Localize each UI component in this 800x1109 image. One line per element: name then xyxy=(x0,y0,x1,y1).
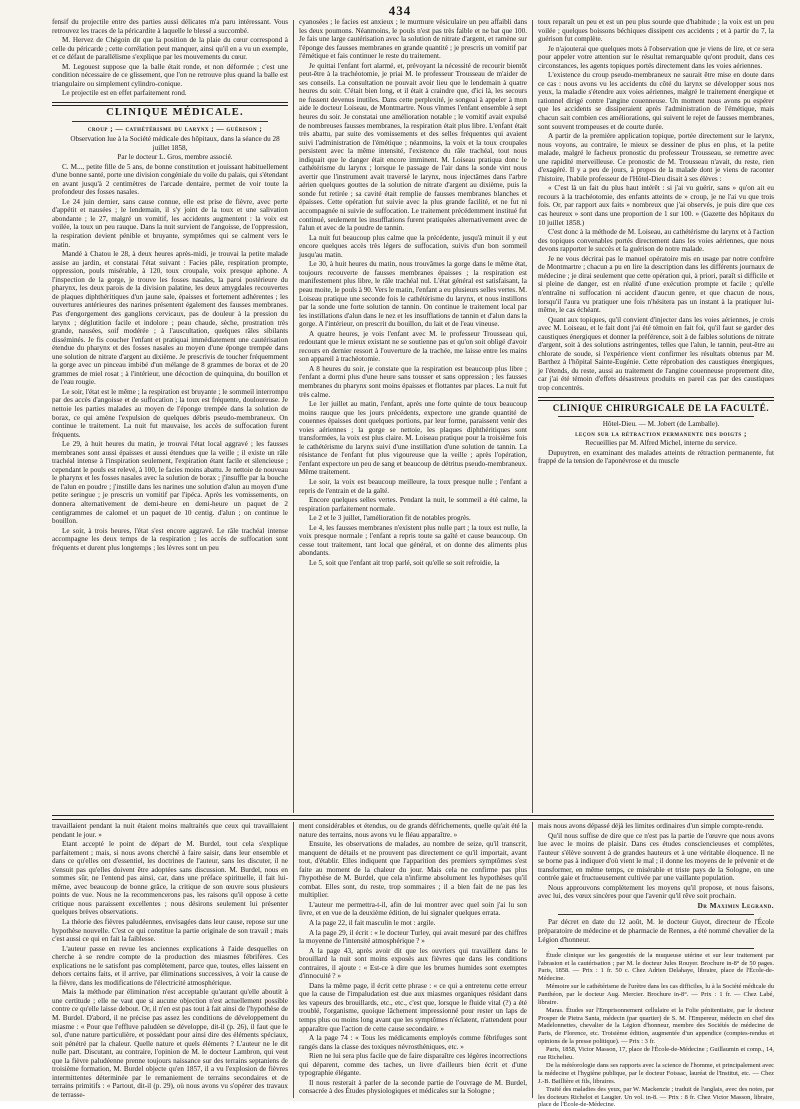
paragraph: ment considérables et étendus, ou de grands défrichements, quelle qu'ait été la nature des terrains, nous avons vu le fléau apparaître. » xyxy=(299,822,527,839)
paragraph: L'auteur me permettra-t-il, afin de lui montrer avec quel soin j'ai lu son livre, et en vue de la deuxième édition, de lui signaler quelques errata. xyxy=(299,900,527,918)
paragraph: M. Hervez de Chégoin dit que la position de la plaie du cœur correspond à celle du péricarde ; cette corrélation peut manquer, ainsi qu'il en a vu un exemple, et ce défaut de parallélisme s'explique par les mouvements du cœur. xyxy=(52,36,288,62)
book-notice: Maras. Études sur l'Emprisonnement cellulaire et la Folie pénitentiaire, par le docteur Prosper de Pietra Santa, médecin (par quartier) de S. M. l'Empereur, médecin en chef des Madelonnettes, chevalier de la Légion d'honneur, membre des Sociétés de médecine de Paris, de Florence, etc. Troisième édition, augmentée d'un appendice (comptes-rendus et opinions de la presse politique). — Prix : 3 fr. xyxy=(538,1007,774,1045)
column-2 xyxy=(299,18,527,816)
lecture-title: leçon sur la rétraction permanente des doigts ; xyxy=(575,429,747,438)
paragraph: La nuit fut beaucoup plus calme que la précédente, jusqu'à minuit il y eut encore quelques accès très légers de suffocation, suivis d'un bon sommeil jusqu'au matin. xyxy=(299,233,527,259)
book-notice: De la météorologie dans ses rapports avec la science de l'homme, et principalement avec la médecine et l'hygiène publique, par le docteur Foissac, lauréat de l'Institut, etc. — Chez J.-B. Baillière et fils, libraires. xyxy=(538,1062,774,1085)
paragraph: Le 30, à huit heures du matin, nous trouvâmes la gorge dans le même état, toujours recouverte de fausses membranes épaisses ; la respiration est manifestement plus libre, le râle trachéal nul. L'état général est satisfaisant, la peau moite, le pouls à 90. Vers le matin, l'enfant a eu plusieurs selles vertes. M. Loiseau pratique une seconde fois le cathétérisme du larynx, et nous instillons par la sonde une forte solution de tannin. On continue le traitement local par les instillations d'alun dans le nez et les insufflations de tannin et d'alun dans la gorge. A l'intérieur, on prescrit du bouillon, du lait et de l'eau vineuse. xyxy=(299,260,527,329)
article-note: Observation lue à la Société médicale des hôpitaux, dans la séance du 28 juillet 1858, xyxy=(70,135,280,152)
author-signature: Dr Maximin Legrand. xyxy=(697,901,774,910)
column-1 xyxy=(52,18,288,816)
book-notice: Paris, 1858, Victor Masson, 17, place de l'École-de-Médecine ; Guillaumin et comp., 14, rue Richelieu. xyxy=(538,1046,774,1061)
paragraph: Mais la méthode par élimination n'est acceptable qu'autant qu'elle aboutit à une certitude ; elle ne vaut que si aucune objection n'est actuellement possible contre ce qu'elle laisse debout. Or, il n'en est pas tout à fait ainsi de l'hypothèse de M. Burdel. D'abord, il ne précise pas assez les conditions de développement du miasme : « Pour que l'effluve paludéen se développe, dit-il (p. 26), il faut que le sol, d'une nature particulière, et possédant pour ainsi dire des éléments spéciaux, soit pénétré par la chaleur. Quelle nature et quels éléments ? L'auteur ne le dit nulle part. Discutant, au contraire, l'opinion de M. le docteur Lambron, qui veut que la fièvre paludéenne prenne toujours naissance sur des terrains septaniens de troisième formation, M. Burdel objecte qu'en 1857, il a vu l'explosion de fièvres intermittentes déterminée par le remaniement de terrains secondaires et de terrains primitifs : « Partout, dit-il (p. 29), où nous avons vu s'opérer des travaux de terrasse- xyxy=(52,988,288,1099)
lecture-byline: Recueillies par M. Alfred Michel, interne du service. xyxy=(585,439,737,448)
paragraph: A 8 heures du soir, je constate que la respiration est beaucoup plus libre ; l'enfant a dormi plus d'une heure sans tousser et sans oppression ; les fausses membranes du pharynx sont moins épaisses et flottantes par places. La nuit fut très calme. xyxy=(299,364,527,399)
paragraph: Le 5, soit que l'enfant ait trop parlé, soit qu'elle se soit refroidie, la xyxy=(309,558,500,567)
paragraph: fensif du projectile entre des parties aussi délicates m'a paru intéressant. Vous retrouvez les traces de la péricardite à laquelle le blessé a succombé. xyxy=(52,18,288,35)
quotation: « C'est là un fait du plus haut intérêt : si j'ai vu guérir, sans » qu'on ait eu recours à la trachéotomie, des enfants atteints de » croup, je ne l'ai vu que trois fois. Or, par rapport aux faits » nombreux que j'ai observés, je puis dire que ces cas heureux » sont dans une proportion de 1 sur 100. » (Gazette des hôpitaux du 10 juillet 1858.) xyxy=(538,184,774,227)
paragraph: Le soir, l'état est le même ; la respiration est bruyante ; le sommeil interrompu par des accès d'angoisse et de suffocation ; la toux est fréquente, douloureuse. Je nettoie les parties malades au moyen de l'éponge trempée dans la solution de borax, ce qui amène l'expulsion de quelques débris pseudo-membraneux. On continue le traitement. La nuit fut mauvaise, les accès de suffocation furent fréquents. xyxy=(52,387,288,439)
paragraph: Mandé à Chatou le 28, à deux heures après-midi, je trouvai la petite malade assise au jardin, et constatai l'état suivant : Facies pâle, respiration prompte, oppression, pouls misérable, à 120, toux croupale, voix presque aphone. A l'inspection de la gorge, je trouve les fosses nasales, la paroi postérieure du pharynx, les deux parois de la division palatine, les deux amygdales recouvertes de plaques diphthéritiques d'un jaune sale, épaisses et fortement adhérentes ; les ouvertures antérieures des narines présentent également des fausses membranes. Pas d'engorgement des ganglions cervicaux, pas de douleur à la pression du larynx ; déglutition facile et indolore ; peau chaude, sèche, prostration très grande, nausées, soif modérée ; à l'auscultation, quelques râles sibilants disséminés. Je fis coucher l'enfant et pratiquai immédiatement une cautérisation étendue du pharynx et des fosses nasales au moyen d'une éponge trempée dans une solution de nitrate d'argent au dixième. Je prescrivis de toucher fréquemment la gorge avec un pinceau imbibé d'un mélange de 8 grammes de borax et de 20 grammes de miel rosat ; à l'intérieur, une décoction de quinquina, du bouillon et de l'eau rougie. xyxy=(52,250,288,387)
paragraph: L'existence du croup pseudo-membraneux ne saurait être mise en doute dans ce cas : nous avons vu les accidents du côté du larynx se développer sous nos yeux, la maladie s'étendre aux voies aériennes, malgré le traitement énergique et rationnel dirigé contre l'angine couenneuse. Un moment nous avons pu espérer que les accidents se dissiperaient après l'administration de l'émétique, mais chacun sait combien ces améliorations, qui suivent le rejet de fausses membranes, sont souvent trompeuses et de courte durée. xyxy=(538,71,774,131)
article-subject: croup ; — cathétérisme du larynx ; — guérison ; xyxy=(87,125,263,134)
paragraph: A quatre heures, je vois l'enfant avec M. le professeur Trousseau qui, redoutant que le mieux existant ne se soutienne pas et qu'on soit obligé d'avoir recours en dernier ressort à l'ouverture de la trachée, me laisse entre les mains son appareil à trachéotomie. xyxy=(299,329,527,364)
section-title-clinique-chirurgicale: CLINIQUE CHIRURGICALE DE LA FACULTÉ. xyxy=(552,402,770,413)
paragraph: L'auteur passe en revue les anciennes explications à l'aide desquelles on cherche à se rendre compte de la production des miasmes fébrifères. Ces explications ne le satisfont pas complètement, parce que, toutes, elles laissent en dehors certains faits, et il arrive, par éliminations successives, à voir la cause de la fièvre, dans les modifications de l'électricité atmosphérique. xyxy=(52,944,288,987)
paragraph: Le 4, les fausses membranes n'existent plus nulle part ; la toux est nulle, la voix presque normale ; l'enfant a repris toute sa gaîté et cause beaucoup. On cesse tout traitement, tant local que général, et on donne des aliments plus abondants. xyxy=(299,523,527,558)
paragraph: mais nous avons dépassé déjà les limites ordinaires d'un simple compte-rendu. xyxy=(538,822,764,830)
article-byline: Par le docteur L. Gros, membre associé. xyxy=(117,153,233,162)
page-number: 434 xyxy=(388,3,412,18)
paragraph: Par décret en date du 12 août, M. le docteur Guyot, directeur de l'École préparatoire de médecine et de pharmacie de Rennes, a été nommé chevalier de la Légion d'honneur. xyxy=(538,918,774,944)
book-notice: Traité des maladies des yeux, par W. Mackenzie ; traduit de l'anglais, avec des notes, par les docteurs Richelot et Laugier. Un vol. in-8. — Prix : 8 fr. Chez Victor Masson, libraire, place de l'École-de-Médecine. xyxy=(538,1086,774,1109)
book-notice: Mémoire sur le cathétérisme de l'urètre dans les cas difficiles, lu à la Société médicale du Panthéon, par le docteur Aug. Mercier. Brochure in-8°. — Prix : 1 fr. — Chez Labé, libraire. xyxy=(538,983,774,1006)
paragraph: Rien ne lui sera plus facile que de faire disparaître ces légères incorrections qui déparent, comme des taches, un livre d'ailleurs bien écrit et d'une typographie élégante. xyxy=(299,1052,527,1078)
paragraph: Ensuite, les observations de malades, au nombre de seize, qu'il transcrit, manquent de détails et ne prouvent pas directement ce qu'il importait, avant tout, d'établir. Elles indiquent que l'apparition des premiers symptômes s'est faite au moment de la chaleur du jour. Mais cela ne confirme pas plus l'hypothèse de M. Burdel, que cela n'infirme absolument les hypothèses qu'il combat. Elles sont, du reste, trop sommaires ; il a bien fait de ne pas les multiplier. xyxy=(299,840,527,900)
title-rule xyxy=(558,416,754,417)
divider xyxy=(558,914,754,915)
paragraph: A partir de la première application topique, portée directement sur le larynx, nous voyons, au contraire, le mieux se dessiner de plus en plus, et la petite malade, malgré le facheux pronostic du professeur Trousseau, se remettre avec une rapidité merveilleuse. Ce pronostic de M. Trousseau n'avait, du reste, rien d'exagéré. Il y a peu de jours, à propos de la malade dont je viens de raconter l'histoire, l'habile professeur de l'Hôtel-Dieu disait à ses élèves : xyxy=(538,132,774,183)
column-divider xyxy=(532,20,533,813)
paragraph: Dans la même page, il écrit cette phrase : « ce qui a entretenu cette erreur que la cause de l'impaludation est due aux miasmes organiques résidant dans les vapeurs des brouillards, etc., etc., c'est que, lorsque le fluide vital (?) a été troublé, l'organisme, quoique lâchement impressionné pour rester un laps de temps plus ou moins long avant que les symptômes n'éclatent, n'attendent pour apparaître que l'action de cette cause secondaire. » xyxy=(299,981,527,1033)
paragraph: Le soir, la voix est beaucoup meilleure, la toux presque nulle ; l'enfant a repris de l'entrain et de la gaîté. xyxy=(299,477,527,495)
paragraph: A la page 29, il écrit : « le docteur Turley, qui avait mesuré par des chiffres la moyenne de l'intensité atmosphérique ? » xyxy=(299,928,527,946)
paragraph: La théorie des fièvres paludéennes, envisagées dans leur cause, repose sur une hypothèse nouvelle. C'est ce qui constitue la partie originale de son travail ; mais c'est aussi ce qui en fait la faiblesse. xyxy=(52,918,288,944)
paragraph: Le 29, à huit heures du matin, je trouvai l'état local aggravé ; les fausses membranes sont aussi épaisses et aussi étendues que la veille ; il existe un râle trachéal intense à l'inspiration seulement, l'expiration étant facile et silencieuse ; cependant le pouls est relevé, à 100, le facies moins abattu. Je nettoie de nouveau le pharynx et les fosses nasales avec la solution de borax ; j'insuffle par la bouche de l'alun en poudre ; j'instille dans les narines une solution d'alun au moyen d'une petite seringue ; je prescris un vomitif par l'ipéca. Après les vomissements, on donnera alternativement de demi-heure en demi-heure un paquet de 2 centigrammes de calomel et un paquet de 10 centig. d'alun ; on continue le bouillon. xyxy=(52,440,288,526)
paragraph: travaillaient pendant la nuit étaient moins maltraités que ceux qui travaillaient pendant le jour. » xyxy=(52,822,288,839)
column-6 xyxy=(538,822,774,1109)
paragraph: Je ne vous décrirai pas le manuel opératoire mis en usage par notre confrère de Montmartre ; chacun a pu en lire la description dans les différents journaux de médecine ; je dirai seulement que cette opération qui, à priori, paraît si difficile et si pleine de danger, est en réalité d'une exécution prompte et facile ; qu'elle n'entraîne ni suffocation ni accident d'aucun genre, et que chacun de nous, lorsqu'il l'aura vu pratiquer une fois n'hésitera pas un instant à la pratiquer lui-même, le cas échéant. xyxy=(538,254,774,315)
paragraph: Je n'ajouterai que quelques mots à l'observation que je viens de lire, et ce sera pour appeler votre attention sur le résultat remarquable qu'ont produit, dans ces circonstances, les agents topiques portés directement dans les voies aériennes. xyxy=(538,44,774,70)
paragraph: Quant aux topiques, qu'il convient d'injecter dans les voies aériennes, je crois avec M. Loiseau, et le fait dont j'ai été témoin en fait foi, qu'il faut se garder des caustiques énergiques et donner la préférence, soit à de faibles solutions de nitrate d'argent, soit à des solutions astringentes, telles que l'alun, le tannin, peut-être au chlorate de soude, si l'expérience vient confirmer les résultats obtenus par M. Barthez à l'hôpital Sainte-Eugénie. Cette réprobation des caustiques énergiques, je l'étends, du reste, aussi au traitement de l'angine couenneuse proprement dite, car j'ai été témoin d'effets désastreux produits en pareil cas par des caustiques trop concentrés. xyxy=(538,315,774,392)
paragraph: Dupuytren, en examinant des malades atteints de rétraction permanente, fut frappé de la tension de l'aponévrose et du muscle xyxy=(538,448,774,466)
paragraph: Encore quelques selles vertes. Pendant la nuit, le sommeil a été calme, la respiration parfaitement normale. xyxy=(299,496,527,513)
book-notices xyxy=(538,952,774,1109)
column-divider xyxy=(293,822,294,1098)
paragraph: C. M..., petite fille de 5 ans, de bonne constitution et jouissant habituellement d'une bonne santé, porte une division congéniale du voile du palais, qui s'étendant en avant jusqu'à 2 centimètres de l'arcade dentaire, permet de voir toute la profondeur des fosses nasales. xyxy=(52,162,288,197)
paragraph: cyanosées ; le facies est anxieux ; le murmure vésiculaire un peu affaibli dans les deux poumons. Néanmoins, le pouls n'est pas très faible et ne bat que 100. Je fais une large cautérisation avec la solution de nitrate d'argent, et ramène sur l'éponge des fausses membranes en grande quantité ; je prescris un vomitif par l'émétique et fais continuer le reste du traitement. xyxy=(299,18,527,61)
paragraph: A la page 22, il fait masculin le mot : argile. xyxy=(309,919,436,928)
section-rule xyxy=(538,397,774,401)
book-notice: Étude clinique sur les gangosités de la muqueuse utérine et sur leur traitement par l'abrasion et la cautérisation ; par M. le docteur Jules Rouyer. Brochure in-8° de 50 pages. Paris, 1858. — Prix : 1 fr. 50 c. Chez Adrien Delahaye, libraire, place de l'École-de-Médecine. xyxy=(538,952,774,982)
section-rule xyxy=(52,102,288,106)
divider xyxy=(558,948,754,949)
paragraph: C'est donc à la méthode de M. Loiseau, au cathétérisme du larynx et à l'action des topiques convenables portés directement dans les voies aériennes, que nous devons rapporter le succès et la guérison de notre malade. xyxy=(538,228,774,254)
paragraph: Nous approuvons complètement les moyens qu'il propose, et nous faisons, avec lui, des vœux sincères pour que l'avenir qu'il rêve soit prochain. xyxy=(538,883,774,901)
paragraph: A la page 74 : « Tous les médicaments employés comme fébrifuges sont rangés dans la classe des toxiques névrosthéniques, etc. » xyxy=(299,1034,527,1051)
paragraph: Le 2 et le 3 juillet, l'amélioration fit de notables progrès. xyxy=(309,514,471,523)
paragraph: Il nous resterait à parler de la seconde partie de l'ouvrage de M. Burdel, consacrée à des Études physiologiques et médicales sur la Sologne ; xyxy=(299,1078,527,1096)
paragraph: Le projectile est en effet parfaitement rond. xyxy=(62,89,187,98)
paragraph: Le soir, à trois heures, l'état s'est encore aggravé. Le râle trachéal intense accompagne les deux temps de la respiration ; les accès de suffocation sont fréquents et durent plus longtemps ; les lèvres sont un peu xyxy=(52,526,288,552)
column-4 xyxy=(52,822,288,1098)
column-3 xyxy=(538,18,774,816)
paragraph: toux reparaît un peu et est un peu plus sourde que d'habitude ; la voix est un peu voilée ; quelques boissons béchiques dissipent ces accidents ; et à partir du 7, la guérison fut complète. xyxy=(538,18,774,44)
paragraph: Le 24 juin dernier, sans cause connue, elle est prise de fièvre, avec perte d'appétit et nausées ; le lendemain, il s'y joint de la toux et une salivation abondante ; le 27, malgré un vomitif, les accidents augmentent : la voix est voilée, la toux un peu rauque. Dans la nuit survient de l'angoisse, de l'oppression, la respiration devient pénible et bruyante, symptômes qui se calment vers le matin. xyxy=(52,197,288,249)
paragraph: Etant accepté le point de départ de M. Burdel, tout cela s'explique parfaitement ; mais, si nous avons cherché à faire saisir, dans leur ensemble et dans ce qu'elles ont d'essentiel, les doctrines de l'auteur, sans les discuter, il ne s'ensuit pas qu'elles doivent être adoptées sans discussion. M. Burdel, nous en sommes sûr, ne l'entend pas ainsi, car, dans une préface spirituelle, il fait lui-même, avec beaucoup de bonne grâce, la critique de son œuvre sous plusieurs points de vue. Nous ne la recommencerons pas, les raisons qu'il oppose à cette critique nous paraissent excellentes ; nous désirons seulement lui présenter quelques brèves observations. xyxy=(52,840,288,917)
hospital-line: Hôtel-Dieu. — M. Jobert (de Lamballe). xyxy=(602,420,720,429)
column-5 xyxy=(299,822,527,1098)
section-title-clinique-medicale: CLINIQUE MÉDICALE. xyxy=(106,106,244,118)
paragraph: Qu'il nous suffise de dire que ce n'est pas la partie de l'œuvre que nous avons lue avec le moins de plaisir. Dans ces études consciencieuses et complètes, l'auteur s'élève souvent à de grandes hauteurs et à une véritable éloquence. Il ne se borne pas à indiquer d'où vient le mal ; il donne les moyens de le prévenir et de transformer, en même temps, ce misérable et triste pays de la Sologne, en une contrée gaie et fructueusement cultivée par une vaillante population. xyxy=(538,831,774,883)
column-divider xyxy=(532,822,533,1098)
paragraph: A la page 43, après avoir dit que les ouvriers qui travaillent dans le brouillard la nuit sont moins exposés aux fièvres que dans les conditions contraires, il ajoute : « Est-ce à dire que les brumes humides sont exemptes d'innocuité ? » xyxy=(299,946,527,981)
title-rule xyxy=(72,121,268,122)
paragraph: Le 1er juillet au matin, l'enfant, après une forte quinte de toux beaucoup moins rauque que les jours précédents, expectore une grande quantité de couennes épaisses dont quelques portions, par leur forme, paraissent venir des voies aériennes ; la gorge se nettoie, les plaques diphthéritiques sont transformées, la voix est plus claire. M. Loiseau pratique pour la troisième fois le cathétérisme du larynx suivi d'une instillation d'une solution de tannin. La résistance de l'enfant fut plus vigoureuse que la veille ; après l'opération, l'enfant expectore un peu de sang et beaucoup de détritus pseudo-membraneux. Même traitement. xyxy=(299,400,527,477)
column-divider xyxy=(293,20,294,813)
paragraph: Je quittai l'enfant fort alarmé, et, prévoyant la nécessité de recourir bientôt peut-être à la trachéotomie, je priai M. le professeur Trousseau de m'aider de ses conseils. La consultation ne pouvait avoir lieu que le lendemain à quatre heures du soir. C'était bien long, et il était à craindre que, d'ici là, les secours ne fussent devenus inutiles. Dans cette perplexité, je songeai à appeler à mon aide le docteur Loiseau, de Montmartre. Nous vînmes l'enfant ensemble à sept heures du soir. Je constatai une amélioration notable ; le vomitif avait expulsé de nombreuses fausses membranes, la respiration était plus libre. L'enfant était très abattu, par suite des vomissements et des selles fréquentes qui avaient suivi l'administration de l'émétique ; néanmoins, la voix et la toux croupales persistent avec la même intensité, l'existence du râle trachéal, tout nous indiquait que le danger était encore imminent. M. Loiseau pratiqua donc le cathétérisme du larynx ; lorsque le passage de l'air dans la sonde vint nous avertir que l'instrument avait traversé le larynx, nous injectâmes dans l'arbre aérien quelques gouttes de la solution de nitrate d'argent au dixième, puis la sonde fut retirée ; sa cavité était remplie de fausses membranes blanches et épaisses. Cette opération fut suivie avec la plus grande facilité, et ne fut ni accompagnée ni suivie de suffocation. Le traitement précédemment institué fut continué, seulement les insufflations furent pratiquées alternativement avec de l'alun et avec de la poudre de tannin. xyxy=(299,61,527,233)
paragraph: M. Legouest suppose que la balle était ronde, et non déformée ; c'est une condition nécessaire de ce glissement, que l'on ne retrouve plus quand la balle est triangulaire ou simplement cylindro-conique. xyxy=(52,62,288,88)
